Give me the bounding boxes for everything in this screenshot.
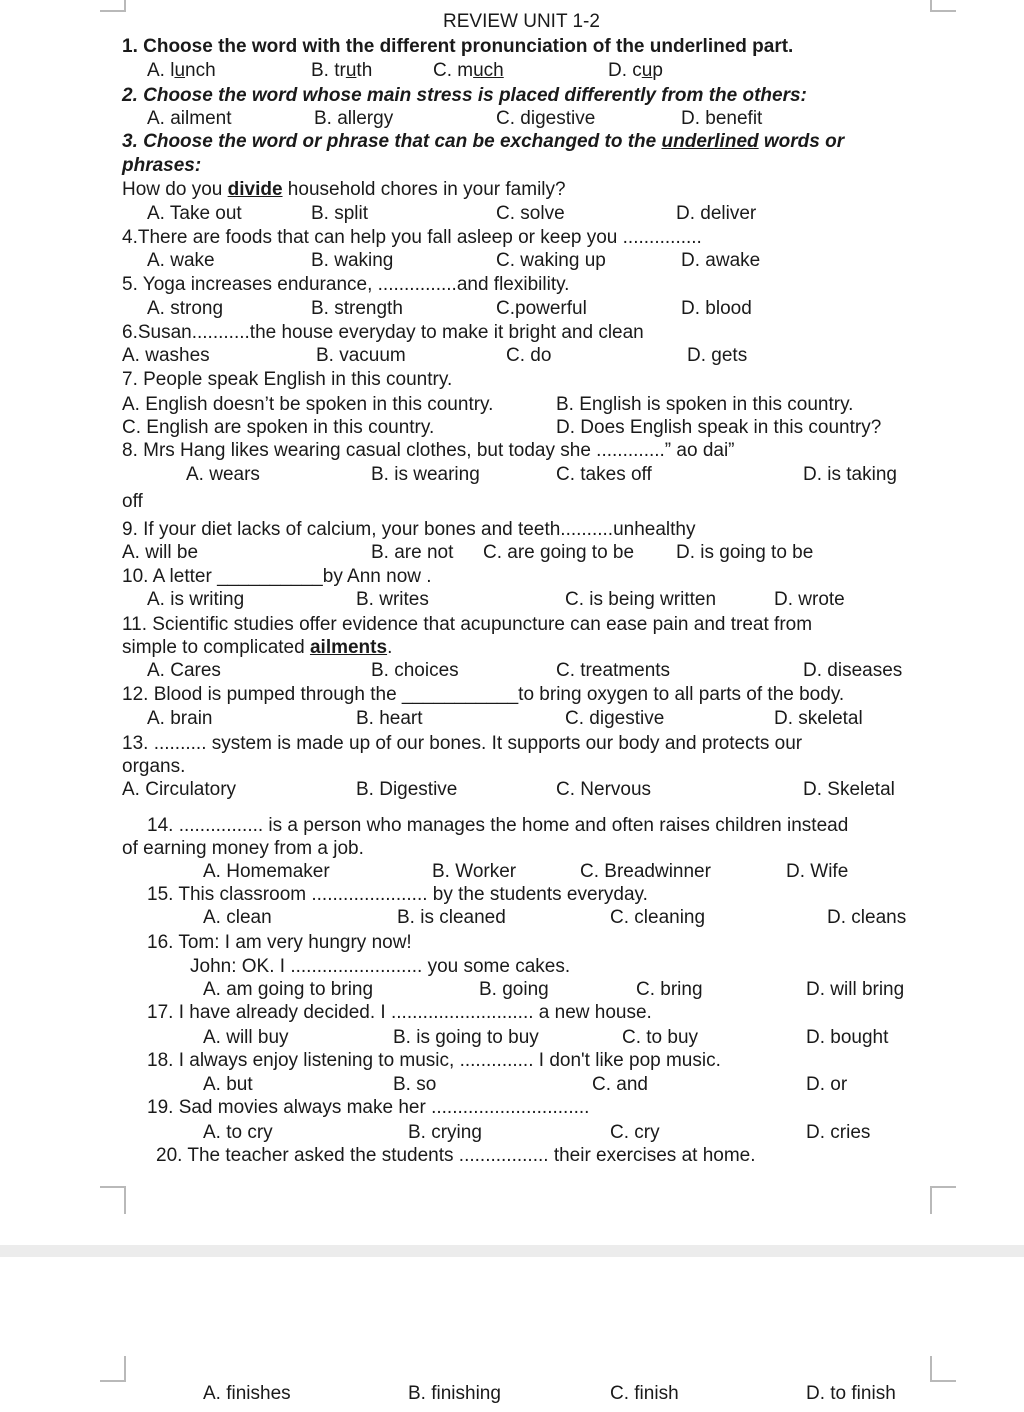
q5-option-b: B. strength [311, 298, 403, 319]
crop-mark [930, 1186, 956, 1214]
q8-option-a: A. wears [186, 464, 260, 485]
q4-option-d: D. awake [681, 250, 761, 271]
crop-mark [100, 0, 126, 12]
q3-sentence: How do you divide household chores in your family? [122, 179, 566, 200]
q7-option-c: C. English are spoken in this country. [122, 417, 435, 438]
q1-option-d: D. cup [608, 60, 663, 81]
q10-option-c: C. is being written [565, 589, 717, 610]
q11-stem-cont: simple to complicated ailments. [122, 637, 393, 658]
page-gap [0, 1245, 1024, 1257]
q12-option-d: D. skeletal [774, 708, 863, 729]
q10-option-a: A. is writing [147, 589, 245, 610]
q11-option-c: C. treatments [556, 660, 671, 681]
q14-option-c: C. Breadwinner [580, 861, 711, 882]
q12-option-a: A. brain [147, 708, 213, 729]
q9-option-b: B. are not [371, 542, 454, 563]
q20-option-a: A. finishes [203, 1383, 291, 1404]
q15-option-b: B. is cleaned [397, 907, 506, 928]
page-title: REVIEW UNIT 1-2 [443, 11, 600, 32]
q9-option-c: C. are going to be [483, 542, 635, 563]
q19-option-d: D. cries [806, 1122, 871, 1143]
q13-option-b: B. Digestive [356, 779, 458, 800]
q14-option-b: B. Worker [432, 861, 517, 882]
q4-stem: 4.There are foods that can help you fall asleep or keep you ............... [122, 227, 702, 248]
q7-option-b: B. English is spoken in this country. [556, 394, 854, 415]
q15-stem: 15. This classroom ...................... by the students everyday. [147, 884, 648, 905]
q9-option-a: A. will be [122, 542, 199, 563]
q15-option-a: A. clean [203, 907, 272, 928]
q6-stem: 6.Susan...........the house everyday to make it bright and clean [122, 322, 644, 343]
q19-option-b: B. crying [408, 1122, 482, 1143]
q12-stem: 12. Blood is pumped through the ___________to bring oxygen to all parts of the body. [122, 684, 845, 705]
q2-option-a: A. ailment [147, 108, 232, 129]
q4-option-c: C. waking up [496, 250, 606, 271]
q3-option-d: D. deliver [676, 203, 757, 224]
q16-option-b: B. going [479, 979, 549, 1000]
q2-option-d: D. benefit [681, 108, 763, 129]
q20-option-c: C. finish [610, 1383, 679, 1404]
q19-stem: 19. Sad movies always make her .............................. [147, 1097, 590, 1118]
q4-option-a: A. wake [147, 250, 215, 271]
q18-option-a: A. but [203, 1074, 253, 1095]
q14-option-d: D. Wife [786, 861, 849, 882]
q9-stem: 9. If your diet lacks of calcium, your bones and teeth..........unhealthy [122, 519, 696, 540]
q10-stem: 10. A letter __________by Ann now . [122, 566, 432, 587]
q13-stem: 13. .......... system is made up of our bones. It supports our body and protects our [122, 733, 803, 754]
q16-stem: 16. Tom: I am very hungry now! [147, 932, 412, 953]
q7-option-d: D. Does English speak in this country? [556, 417, 882, 438]
q2-stem: 2. Choose the word whose main stress is placed differently from the others: [122, 85, 807, 106]
q10-option-d: D. wrote [774, 589, 845, 610]
q3-option-c: C. solve [496, 203, 565, 224]
q17-option-d: D. bought [806, 1027, 889, 1048]
q5-stem: 5. Yoga increases endurance, ...............and flexibility. [122, 274, 570, 295]
q8-option-b: B. is wearing [371, 464, 480, 485]
q6-option-b: B. vacuum [316, 345, 406, 366]
q3-option-b: B. split [311, 203, 369, 224]
q8-option-d: D. is taking [803, 464, 897, 485]
q5-option-d: D. blood [681, 298, 752, 319]
q17-option-c: C. to buy [622, 1027, 699, 1048]
q15-option-c: C. cleaning [610, 907, 706, 928]
crop-mark [930, 0, 956, 12]
q6-option-c: C. do [506, 345, 552, 366]
q17-stem: 17. I have already decided. I ........................... a new house. [147, 1002, 652, 1023]
q8-stem: 8. Mrs Hang likes wearing casual clothes, but today she .............” ao dai” [122, 440, 735, 461]
q20-option-b: B. finishing [408, 1383, 501, 1404]
q3-stem: 3. Choose the word or phrase that can be exchanged to the underlined words or [122, 131, 845, 152]
q16-option-d: D. will bring [806, 979, 905, 1000]
q16-option-a: A. am going to bring [203, 979, 374, 1000]
q8-option-d-cont: off [122, 491, 143, 512]
q11-option-d: D. diseases [803, 660, 903, 681]
q13-option-d: D. Skeletal [803, 779, 895, 800]
q1-stem: 1. Choose the word with the different pronunciation of the underlined part. [122, 36, 794, 57]
q17-option-b: B. is going to buy [393, 1027, 539, 1048]
q18-option-c: C. and [592, 1074, 648, 1095]
q1-option-a: A. lunch [147, 60, 216, 81]
q8-option-c: C. takes off [556, 464, 652, 485]
q18-option-b: B. so [393, 1074, 437, 1095]
q20-stem: 20. The teacher asked the students ................. their exercises at home. [156, 1145, 756, 1166]
q4-option-b: B. waking [311, 250, 394, 271]
crop-mark [100, 1186, 126, 1214]
q16-option-c: C. bring [636, 979, 703, 1000]
q9-option-d: D. is going to be [676, 542, 814, 563]
q14-stem-cont: of earning money from a job. [122, 838, 364, 859]
q3-stem-cont: phrases: [122, 155, 202, 176]
q12-option-b: B. heart [356, 708, 423, 729]
q10-option-b: B. writes [356, 589, 429, 610]
q14-stem: 14. ................ is a person who manages the home and often raises children instead [147, 815, 849, 836]
q14-option-a: A. Homemaker [203, 861, 330, 882]
q11-option-b: B. choices [371, 660, 459, 681]
q19-option-a: A. to cry [203, 1122, 273, 1143]
q2-option-b: B. allergy [314, 108, 394, 129]
q1-option-b: B. truth [311, 60, 373, 81]
q18-option-d: D. or [806, 1074, 848, 1095]
crop-mark [100, 1356, 126, 1382]
q13-option-a: A. Circulatory [122, 779, 237, 800]
q12-option-c: C. digestive [565, 708, 665, 729]
q5-option-a: A. strong [147, 298, 224, 319]
q18-stem: 18. I always enjoy listening to music, .............. I don't like pop music. [147, 1050, 721, 1071]
q7-option-a: A. English doesn’t be spoken in this country. [122, 394, 494, 415]
q13-stem-cont: organs. [122, 756, 186, 777]
q5-option-c: C.powerful [496, 298, 587, 319]
q17-option-a: A. will buy [203, 1027, 289, 1048]
q15-option-d: D. cleans [827, 907, 907, 928]
q11-stem: 11. Scientific studies offer evidence that acupuncture can ease pain and treat from [122, 614, 813, 635]
q6-option-d: D. gets [687, 345, 748, 366]
q13-option-c: C. Nervous [556, 779, 652, 800]
q3-option-a: A. Take out [147, 203, 242, 224]
q6-option-a: A. washes [122, 345, 210, 366]
q11-option-a: A. Cares [147, 660, 221, 681]
q19-option-c: C. cry [610, 1122, 660, 1143]
crop-mark [930, 1356, 956, 1382]
q20-option-d: D. to finish [806, 1383, 896, 1404]
q16-stem-cont: John: OK. I ......................... you some cakes. [190, 956, 571, 977]
q1-option-c: C. much [433, 60, 504, 81]
q2-option-c: C. digestive [496, 108, 596, 129]
q7-stem: 7. People speak English in this country. [122, 369, 453, 390]
